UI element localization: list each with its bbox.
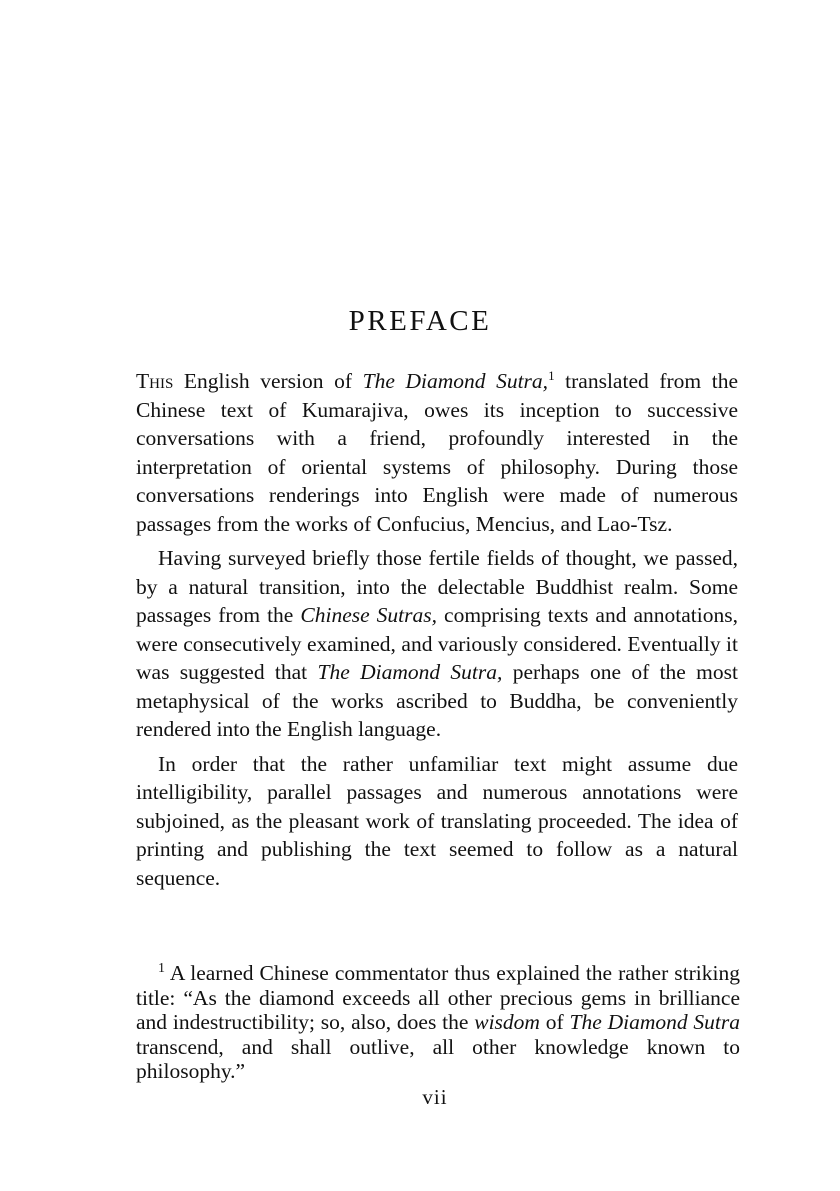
book-title-ref: The Diamond Sutra,	[317, 660, 503, 684]
paragraph-2-text-a: Having surveyed briefly those fertile fields of thought, we passed, by a natural transition, into the delectable Buddhist realm. Some passages from the	[136, 546, 738, 627]
footnote	[136, 961, 740, 1084]
footnote-reference: 1	[548, 367, 555, 383]
footnote-text-b: of	[539, 1010, 570, 1034]
paragraph-1-text-b: translated from the Chinese text of Kumarajiva, owes its inception to successive conversations with a friend, profoundly interested in the interpretation of oriental systems of philosophy. During those conversations renderings into English were made of numerous passages from the works of Confucius, Mencius, and Lao-Tsz.	[136, 369, 738, 536]
paragraph-2	[136, 544, 738, 744]
paragraph-1	[136, 367, 738, 538]
footnote-text-c: transcend, and shall outlive, all other knowledge known to philosophy.”	[136, 1034, 740, 1083]
chinese-sutras-ref: Chinese Sutras,	[300, 603, 437, 627]
book-title-ref: The Diamond Sutra,	[362, 369, 549, 393]
page-number: vii	[422, 1085, 448, 1109]
page-title: PREFACE	[348, 305, 492, 337]
paragraph-2-text-b: comprising texts and annotations, were consecutively examined, and variously considered. Eventually it was suggested that	[136, 603, 738, 684]
preface-body	[136, 367, 738, 898]
footnote-mark: 1	[158, 960, 165, 976]
footnote-text-a: A learned Chinese commentator thus explained the rather striking title: “As the diamond exceeds all other precious gems in brilliance and indestructibility; so, also, does the	[136, 961, 740, 1034]
paragraph-2-text-c: perhaps one of the most metaphysical of the works ascribed to Buddha, be conveniently rendered into the English language.	[136, 660, 738, 741]
book-title-ref: The Diamond Sutra	[569, 1010, 740, 1034]
paragraph-3: In order that the rather unfamiliar text might assume due intelligibility, parallel passages and numerous annotations were subjoined, as the pleasant work of translating proceeded. The idea of printing and publishing the text seemed to follow as a natural sequence.	[136, 751, 738, 890]
lead-word: This	[136, 369, 174, 393]
wisdom-word: wisdom	[474, 1010, 540, 1034]
paragraph-1-text-a: English version of	[173, 369, 363, 393]
